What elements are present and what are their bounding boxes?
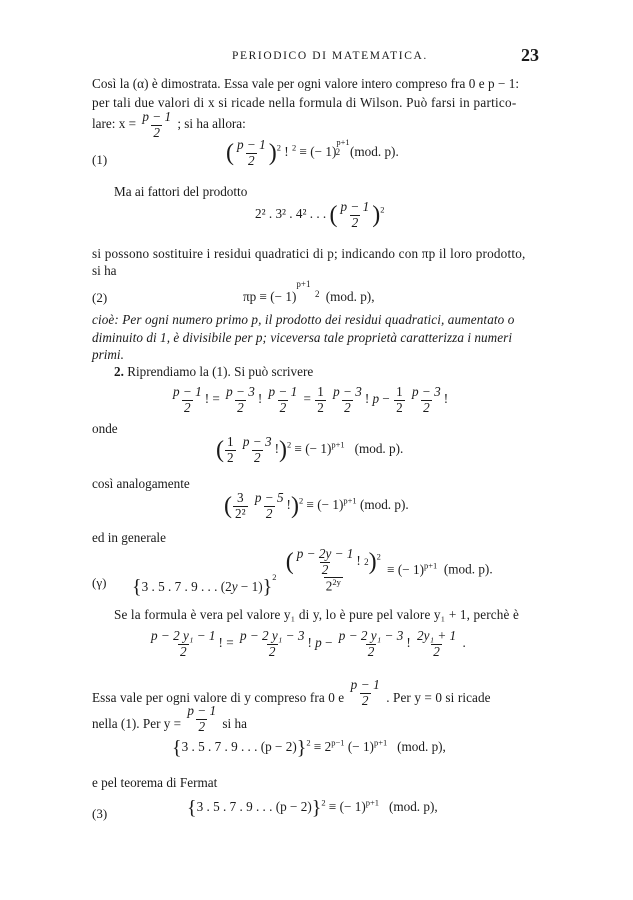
body-line: per tali due valori di x si ricade nella formula di Wilson. Può farsi in partico- [92, 95, 517, 110]
body-line: Essa vale per ogni valore di y compreso fra 0 e $\frac{p - 1}{2}$ . Per y = 0 si ricade [92, 677, 491, 708]
equation-3: {3 . 5 . 7 . 9 . . . (p − 2)}$^2$ ≡ (− 1)$^{p+1}$ (mod. p), [187, 797, 438, 819]
exponent-denominator: 2 [315, 289, 320, 299]
section-heading: 2. Riprendiamo la (1). Si può scrivere [114, 364, 314, 379]
factorial-equation: $\frac{p - 1}{2}$ ! = $\frac{p - 3}{2}$ ! $\frac{p - 1}{2}$ = $\frac{1}{2}$ $\frac{p - 3}{2}$ ! p − $\frac{1}{2}$ $\frac{p - 3}{2}$ ! [173, 384, 449, 415]
body-line: lare: x = $\frac{p - 1}{2}$ ; si ha allora: [92, 109, 246, 140]
theorem-line: cioè: Per ogni numero primo p, il prodotto dei residui quadratici, aumentato o [92, 312, 515, 327]
body-line: nella (1). Per y = $\frac{p - 1}{2}$ si ha [92, 703, 247, 734]
word-cosi: così analogamente [92, 476, 190, 491]
equation-label: (1) [92, 152, 108, 167]
equation-2: πp ≡ (− 1)p+1 (mod. p), [243, 279, 375, 304]
word-onde: onde [92, 421, 118, 436]
theorem-line: diminuito di 1, è divisibile per p; viceversa tale proprietà caratterizza i numeri [92, 330, 513, 345]
onde-equation: ( $\frac{1}{2}$ $\frac{p - 3}{2}$ !)$^2$ ≡ (− 1)$^{p+1}$ (mod. p). [216, 434, 404, 465]
equation-1: ( $\frac{p - 1}{2}$ )$^2$ ! $^2$ ≡ (− 1)$^{p+1}$2 (mod. p). [226, 136, 399, 168]
body-line: Così la (α) è dimostrata. Essa vale per ogni valore intero compreso fra 0 e p − 1: [92, 76, 520, 91]
body-line: Ma ai fattori del prodotto [114, 184, 248, 199]
product-expression: 2² . 3² . 4² . . . ( $\frac{p - 1}{2}$ )$^2$ [255, 199, 385, 230]
body-line: e pel teorema di Fermat [92, 775, 218, 790]
body-line: si possono sostituire i residui quadratici di p; indicando con πp il loro prodotto, [92, 246, 526, 261]
equation-fermat-pre: {3 . 5 . 7 . 9 . . . $(p - 2)\}^2 \equiv 2^{p-1}$ (− 1)$^{p+1}$ (mod. p), [172, 737, 446, 759]
theorem-line: primi. [92, 347, 124, 362]
equation-label: (3) [92, 806, 108, 821]
body-line: Se la formula è vera pel valore y₁ di y, lo è pure pel valore y₁ + 1, perchè è [114, 607, 519, 622]
equation-label: (γ) [92, 575, 107, 590]
page-number: 23 [521, 45, 539, 65]
equation-label: (2) [92, 290, 108, 305]
y1-equation: $\frac{\text{p − 2 y₁ − 1}}{2}$ ! = $\frac{\text{p − 2 y₁ − 3}}{2}$ ! p − $\frac{\text{p − 2 y₁ − 3}}{2}$ ! $\frac{\text{2y₁ + 1}}{2}$ . [151, 628, 466, 659]
running-head: PERIODICO DI MATEMATICA. [232, 50, 428, 62]
body-line: si ha [92, 263, 117, 278]
cosi-equation: ( $\frac{3}{\text{2²}}$ $\frac{p - 5}{2}$ !)$^2$ ≡ (− 1)$^{p+1}$ (mod. p). [224, 490, 409, 521]
equation-gamma: {3 . 5 . 7 . 9 . . . (2y − 1)}2 ( $\frac{p - 2y - 1}{2}$ ! 2)$^2$ $2^{2y}$ ≡ (− 1)$^{p+1}$ (mod. p). [132, 546, 493, 599]
word-generale: ed in generale [92, 530, 166, 545]
